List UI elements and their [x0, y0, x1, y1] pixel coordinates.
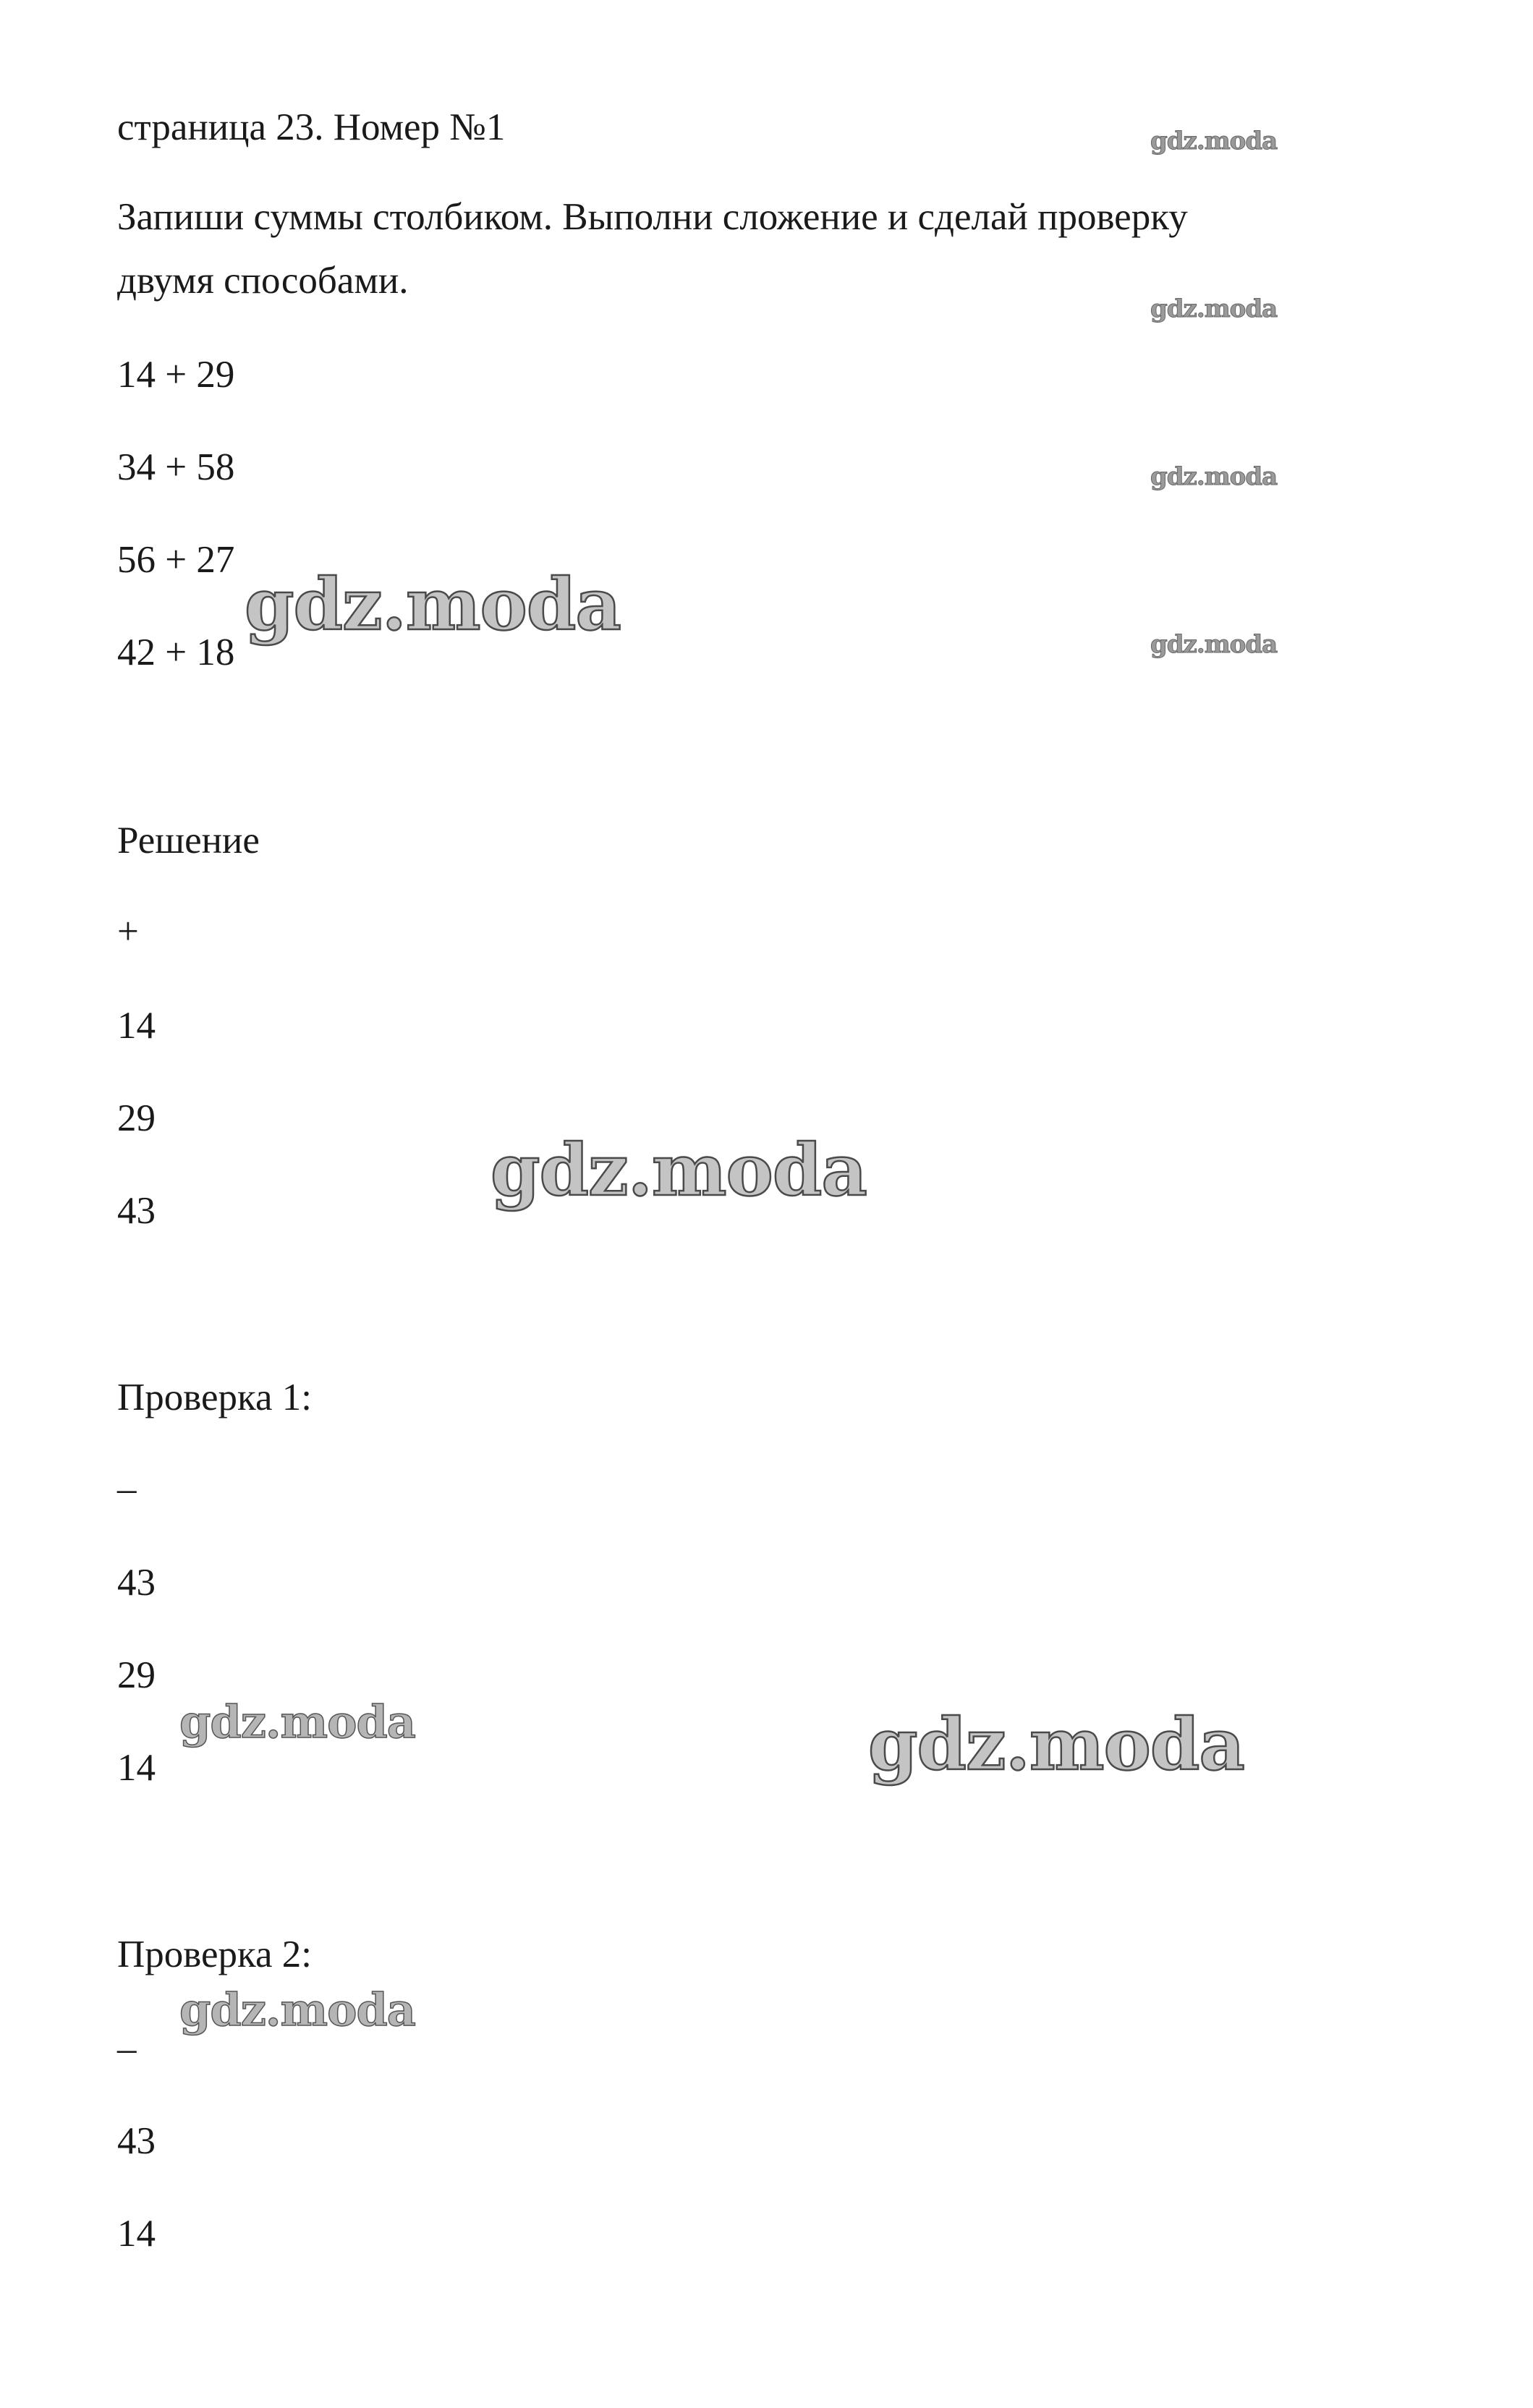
check2-minuend: 43 — [117, 2120, 156, 2162]
task-text-line-1: Запиши суммы столбиком. Выполни сложение и сделай проверку — [117, 196, 1188, 238]
solution-sum: 43 — [117, 1190, 156, 1232]
exercise-3: 56 + 27 — [117, 539, 235, 581]
watermark-logo: gdz.moda — [179, 1983, 415, 2036]
watermark-logo: gdz.moda — [179, 1696, 415, 1748]
check2-title: Проверка 2: — [117, 1933, 312, 1975]
page-header: страница 23. Номер №1 — [117, 106, 506, 148]
exercise-2: 34 + 58 — [117, 446, 235, 488]
check1-minuend: 43 — [117, 1562, 156, 1604]
watermark-logo: gdz.moda — [491, 1129, 867, 1212]
exercise-1: 14 + 29 — [117, 354, 235, 396]
check1-difference: 14 — [117, 1747, 156, 1789]
watermark-logo: gdz.moda — [1150, 294, 1278, 323]
watermark-logo: gdz.moda — [868, 1703, 1244, 1787]
task-text-line-2: двумя способами. — [117, 260, 409, 302]
check2-subtrahend: 14 — [117, 2213, 156, 2255]
watermark-logo: gdz.moda — [1150, 630, 1278, 659]
check1-minus-sign: – — [117, 1468, 137, 1510]
watermark-logo: gdz.moda — [245, 563, 621, 647]
check2-minus-sign: – — [117, 2028, 137, 2069]
exercise-4: 42 + 18 — [117, 631, 235, 673]
check1-title: Проверка 1: — [117, 1377, 312, 1418]
solution-addend-1: 14 — [117, 1005, 156, 1047]
solution-plus-sign: + — [117, 911, 139, 953]
watermark-logo: gdz.moda — [1150, 127, 1278, 156]
check1-subtrahend: 29 — [117, 1654, 156, 1696]
solution-addend-2: 29 — [117, 1097, 156, 1139]
watermark-logo: gdz.moda — [1150, 462, 1278, 491]
solution-title: Решение — [117, 820, 260, 861]
